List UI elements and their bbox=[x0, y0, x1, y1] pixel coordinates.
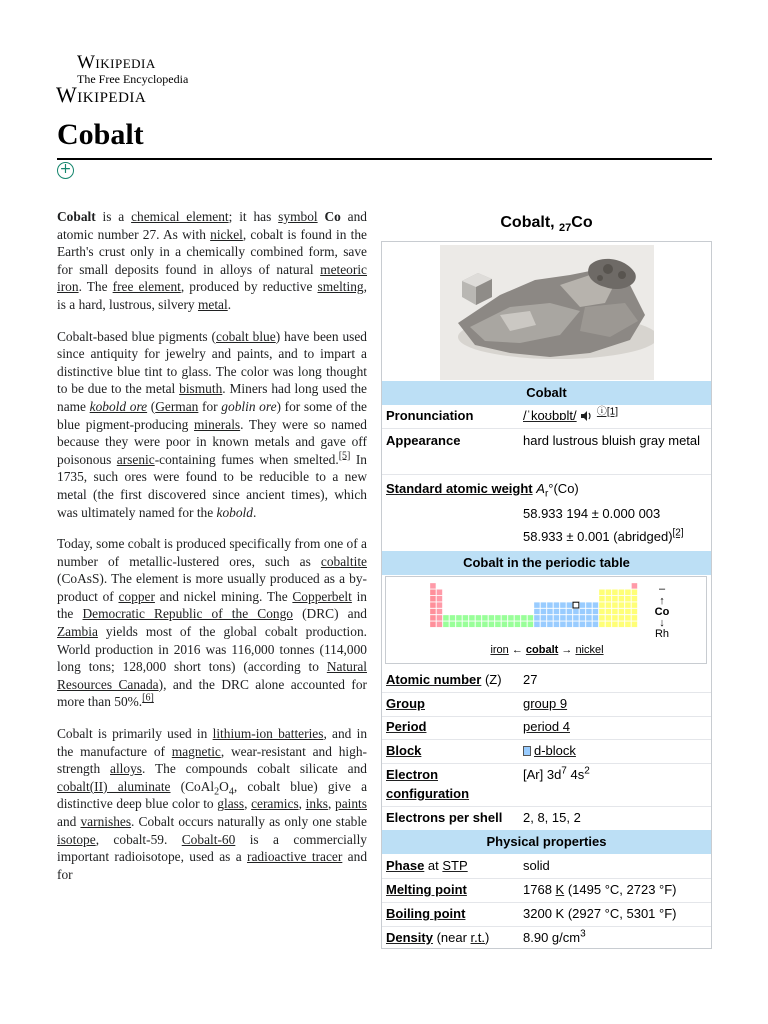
atomic-number-value: 27 bbox=[523, 672, 538, 687]
infobox bbox=[381, 241, 712, 949]
pt-cell[interactable] bbox=[573, 615, 579, 621]
pt-cell[interactable] bbox=[632, 609, 638, 615]
phase-label[interactable]: Phase at STP bbox=[386, 858, 468, 873]
pt-cell[interactable] bbox=[541, 615, 547, 621]
link-copperbelt[interactable]: Copperbelt bbox=[292, 588, 352, 604]
page-title: Cobalt bbox=[57, 118, 144, 151]
pt-cell[interactable] bbox=[437, 589, 443, 595]
block-value[interactable]: d-block bbox=[523, 741, 576, 760]
reference-5[interactable]: [5] bbox=[338, 450, 351, 462]
periodic-table-header: Cobalt in the periodic table bbox=[382, 551, 711, 575]
pt-cell[interactable] bbox=[580, 609, 586, 615]
pt-cell[interactable] bbox=[612, 602, 618, 608]
wikipedia-tagline: The Free Encyclopedia bbox=[77, 72, 189, 86]
pt-cell[interactable] bbox=[612, 609, 618, 615]
pt-cell[interactable] bbox=[619, 609, 625, 615]
pt-cell[interactable] bbox=[612, 615, 618, 621]
paragraph-3: Today, some cobalt is produced specifically from one of a number of metallic-lustered ores, such as cobaltite (CoAsS). The element is more usually produced as a by-product of copper and nickel mining. The Copperbelt in the Democratic Republic of the Congo (DRC) and Zambia yields most of the global cobalt production. World production in 2016 was 116,000 tonnes (114,000 long tons; 128,000 short tons) (according to Natural Resources Canada), and the DRC alone accounted for more than 50%.[6] bbox=[57, 536, 368, 710]
pt-cell[interactable] bbox=[586, 602, 592, 608]
reference-6[interactable]: [6] bbox=[142, 692, 154, 704]
pt-cell[interactable] bbox=[547, 602, 553, 608]
boiling-point-label[interactable]: Boiling point bbox=[386, 906, 466, 921]
pt-cell[interactable] bbox=[547, 609, 553, 615]
pt-cell[interactable] bbox=[599, 615, 605, 621]
pt-cell[interactable] bbox=[606, 602, 612, 608]
infobox-name-header: Cobalt bbox=[382, 381, 711, 405]
pt-cell[interactable] bbox=[619, 621, 625, 627]
pt-cell[interactable] bbox=[430, 596, 436, 602]
pt-cell-f-block[interactable] bbox=[463, 621, 469, 627]
link-inks[interactable]: inks bbox=[305, 796, 328, 812]
electrons-per-shell-value: 2, 8, 15, 2 bbox=[523, 810, 581, 825]
pt-cell[interactable] bbox=[554, 602, 560, 608]
pt-cell-f-block[interactable] bbox=[495, 615, 501, 621]
pt-link-iron[interactable]: iron bbox=[490, 644, 509, 656]
pt-cell[interactable] bbox=[606, 596, 612, 602]
appearance-value: hard lustrous bluish gray metal bbox=[523, 433, 701, 448]
pt-cell-f-block[interactable] bbox=[456, 615, 462, 621]
link-minerals[interactable]: minerals bbox=[194, 416, 241, 432]
pt-cell[interactable] bbox=[560, 621, 566, 627]
standard-atomic-weight-abridged: 58.933 ± 0.001 (abridged)[2] bbox=[523, 527, 684, 544]
link-cobalt-aluminate[interactable]: cobalt(II) aluminate bbox=[57, 778, 171, 794]
pt-cell[interactable] bbox=[586, 615, 592, 621]
pt-cell-f-block[interactable] bbox=[469, 621, 475, 627]
pt-cell[interactable] bbox=[560, 602, 566, 608]
row-divider bbox=[382, 692, 711, 693]
row-divider bbox=[382, 763, 711, 764]
pt-cell[interactable] bbox=[632, 589, 638, 595]
pt-cell[interactable] bbox=[580, 615, 586, 621]
pt-cell[interactable] bbox=[560, 609, 566, 615]
link-kobold-ore[interactable]: kobold ore bbox=[89, 398, 148, 414]
link-cobaltite[interactable]: cobaltite bbox=[320, 553, 367, 569]
pt-cell[interactable] bbox=[619, 602, 625, 608]
link-ceramics[interactable]: ceramics bbox=[251, 796, 299, 812]
article-body bbox=[57, 208, 367, 897]
pt-cell-f-block[interactable] bbox=[456, 621, 462, 627]
pt-symbol: Co bbox=[654, 606, 670, 618]
cobalt-sample-image[interactable] bbox=[440, 245, 654, 380]
periodic-table-nav: iron ← cobalt → nickel bbox=[490, 644, 604, 656]
pt-cell[interactable] bbox=[625, 589, 631, 595]
group-value[interactable]: group 9 bbox=[523, 696, 568, 711]
link-alloys[interactable]: alloys bbox=[110, 761, 143, 777]
pt-cell[interactable] bbox=[632, 621, 638, 627]
pt-cell[interactable] bbox=[430, 609, 436, 615]
pt-cell[interactable] bbox=[580, 621, 586, 627]
pt-cell-f-block[interactable] bbox=[515, 615, 521, 621]
pt-cell[interactable] bbox=[580, 602, 586, 608]
link-lithium-ion-batteries[interactable]: lithium-ion batteries bbox=[212, 726, 324, 742]
pt-cell[interactable] bbox=[586, 609, 592, 615]
paragraph-4: Cobalt is primarily used in lithium-ion batteries, and in the manufacture of magnetic, wear-resistant and high-strength alloys. The compounds cobalt silicate and cobalt(II) aluminate ($CoAl_2O_4$, cobalt blue) give a distinctive deep blue color to glass, ceramics, inks, paints and varnishes. Cobalt occurs naturally as only one stable isotope, cobalt-59. Cobalt-60 is a commercially important radioisotope, used as a radioactive tracer and for bbox=[57, 726, 368, 882]
electron-configuration-value: [Ar] $3d^7$ $4s^2$ bbox=[523, 765, 590, 782]
melting-point-value: 1768 K (1495 °C, 2723 °F) bbox=[523, 882, 677, 897]
pt-cell[interactable] bbox=[593, 602, 599, 608]
pt-cell[interactable] bbox=[534, 615, 540, 621]
row-divider bbox=[382, 739, 711, 740]
link-nickel[interactable]: nickel bbox=[210, 226, 243, 242]
pt-cell[interactable] bbox=[534, 621, 540, 627]
melting-point-label[interactable]: Melting point bbox=[386, 882, 467, 897]
pt-cell[interactable] bbox=[437, 615, 443, 621]
link-cobalt-blue[interactable]: cobalt blue bbox=[216, 328, 276, 344]
pt-below-element[interactable]: Rh bbox=[654, 628, 670, 640]
link-isotope[interactable]: isotope bbox=[57, 831, 96, 847]
link-copper[interactable]: copper bbox=[118, 588, 155, 604]
pt-cell-f-block[interactable] bbox=[489, 621, 495, 627]
pt-link-nickel[interactable]: nickel bbox=[575, 644, 604, 656]
pt-cell[interactable] bbox=[430, 621, 436, 627]
pt-cell[interactable] bbox=[606, 589, 612, 595]
pt-cell-f-block[interactable] bbox=[528, 615, 534, 621]
pt-cell-f-block[interactable] bbox=[443, 615, 449, 621]
pt-cell[interactable] bbox=[437, 621, 443, 627]
phase-value: solid bbox=[523, 858, 550, 873]
pt-cell-f-block[interactable] bbox=[450, 621, 456, 627]
pt-cell[interactable] bbox=[632, 583, 638, 589]
reference-1[interactable]: ⓘ[1] bbox=[596, 406, 619, 418]
link-chemical-element[interactable]: chemical element bbox=[131, 209, 229, 224]
link-cobalt-60[interactable]: Cobalt-60 bbox=[181, 831, 236, 847]
pt-cell[interactable] bbox=[541, 602, 547, 608]
pt-cell[interactable] bbox=[547, 615, 553, 621]
period-value[interactable]: period 4 bbox=[523, 719, 570, 734]
pt-cell-f-block[interactable] bbox=[476, 615, 482, 621]
pt-cell-f-block[interactable] bbox=[489, 615, 495, 621]
link-bismuth[interactable]: bismuth bbox=[179, 381, 223, 397]
pt-cell[interactable] bbox=[573, 609, 579, 615]
pronunciation-label: Pronunciation bbox=[386, 408, 474, 423]
pt-cell-f-block[interactable] bbox=[443, 621, 449, 627]
row-divider bbox=[382, 474, 711, 475]
title-divider bbox=[57, 158, 712, 160]
pt-cell-f-block[interactable] bbox=[495, 621, 501, 627]
pt-above-element: – bbox=[658, 583, 666, 595]
pt-cell-f-block[interactable] bbox=[482, 615, 488, 621]
pt-cell[interactable] bbox=[554, 621, 560, 627]
periodic-table-box bbox=[385, 576, 707, 664]
row-divider bbox=[382, 902, 711, 903]
period-label[interactable]: Period bbox=[386, 719, 427, 734]
wikipedia-wordmark: Wikipedia bbox=[77, 52, 156, 73]
link-drc[interactable]: Democratic Republic of the Congo bbox=[82, 606, 293, 622]
link-radioactive-tracer[interactable]: radioactive tracer bbox=[247, 849, 343, 865]
density-value: 8.90 $g/cm^3$ bbox=[523, 928, 586, 945]
pt-cell[interactable] bbox=[437, 609, 443, 615]
link-paints[interactable]: paints bbox=[335, 796, 367, 812]
pt-cell[interactable] bbox=[534, 609, 540, 615]
pt-cell[interactable] bbox=[437, 602, 443, 608]
pt-cell-f-block[interactable] bbox=[502, 621, 508, 627]
pt-cell[interactable] bbox=[632, 615, 638, 621]
pt-cell[interactable] bbox=[619, 589, 625, 595]
plus-circle-icon[interactable]: + bbox=[57, 162, 74, 179]
pt-cell[interactable] bbox=[567, 615, 573, 621]
link-symbol[interactable]: symbol bbox=[278, 209, 318, 224]
appearance-label: Appearance bbox=[386, 433, 461, 448]
pt-cell[interactable] bbox=[632, 602, 638, 608]
pt-cell-f-block[interactable] bbox=[469, 615, 475, 621]
pt-cell[interactable] bbox=[612, 589, 618, 595]
pt-cell[interactable] bbox=[606, 609, 612, 615]
pt-cell[interactable] bbox=[547, 621, 553, 627]
pt-cell-cobalt[interactable] bbox=[573, 602, 579, 608]
standard-atomic-weight-value: 58.933 194 ± 0.000 003 bbox=[523, 506, 661, 521]
pt-cell[interactable] bbox=[625, 609, 631, 615]
boiling-point-value: 3200 K (2927 °C, 5301 °F) bbox=[523, 906, 677, 921]
bold-symbol: Co bbox=[324, 209, 341, 224]
pt-cell-f-block[interactable] bbox=[450, 615, 456, 621]
pt-cell[interactable] bbox=[593, 609, 599, 615]
pt-cell[interactable] bbox=[567, 602, 573, 608]
row-divider bbox=[382, 428, 711, 429]
pt-cell[interactable] bbox=[599, 596, 605, 602]
pt-cell[interactable] bbox=[612, 621, 618, 627]
link-glass[interactable]: glass bbox=[217, 796, 245, 812]
pt-cell[interactable] bbox=[554, 615, 560, 621]
pt-cell[interactable] bbox=[593, 621, 599, 627]
pt-cell[interactable] bbox=[606, 621, 612, 627]
pt-cell[interactable] bbox=[599, 609, 605, 615]
pt-cell-f-block[interactable] bbox=[508, 621, 514, 627]
link-magnetic[interactable]: magnetic bbox=[171, 743, 221, 759]
pt-cell[interactable] bbox=[599, 621, 605, 627]
pt-cell[interactable] bbox=[593, 615, 599, 621]
pt-cell-f-block[interactable] bbox=[502, 615, 508, 621]
block-label[interactable]: Block bbox=[386, 743, 422, 758]
paragraph-2: Cobalt-based blue pigments (cobalt blue) have been used since antiquity for jewelry and paints, and to impart a distinctive blue tint to glass. The color was long thought to be due to the metal bismuth. Miners had long used the name kobold ore (German for goblin ore) for some of the blue pigment-producing minerals. They were so named because they were poor in known metals and gave off poisonous arsenic-containing fumes when smelted.[5] In 1735, such ores were found to be reducible to a new metal (the first discovered since ancient times), which was ultimately named for the kobold. bbox=[57, 328, 367, 520]
d-block-swatch-icon bbox=[523, 746, 531, 756]
pt-cell[interactable] bbox=[625, 621, 631, 627]
pt-cell-f-block[interactable] bbox=[521, 615, 527, 621]
pt-cell[interactable] bbox=[599, 602, 605, 608]
pt-cell[interactable] bbox=[430, 583, 436, 589]
link-arsenic[interactable]: arsenic bbox=[116, 451, 155, 467]
pt-down-arrow-icon: ↓ bbox=[659, 617, 665, 629]
physical-properties-header: Physical properties bbox=[382, 830, 711, 854]
pt-cell[interactable] bbox=[625, 615, 631, 621]
electrons-per-shell-label: Electrons per shell bbox=[386, 810, 503, 825]
bold-term: Cobalt bbox=[57, 209, 96, 224]
electron-configuration-label[interactable]: Electron configuration bbox=[386, 767, 470, 801]
pt-cell-f-block[interactable] bbox=[515, 621, 521, 627]
link-meteoric-iron[interactable]: meteoric iron bbox=[57, 261, 367, 295]
link-varnishes[interactable]: varnishes bbox=[80, 814, 132, 829]
group-label[interactable]: Group bbox=[386, 696, 425, 711]
pt-cell[interactable] bbox=[599, 589, 605, 595]
pt-cell[interactable] bbox=[430, 589, 436, 595]
periodic-table-graphic[interactable] bbox=[430, 583, 670, 649]
link-smelting[interactable]: smelting bbox=[317, 279, 364, 295]
pt-current-cobalt: cobalt bbox=[525, 644, 559, 656]
pt-cell[interactable] bbox=[567, 609, 573, 615]
pt-cell[interactable] bbox=[619, 615, 625, 621]
pt-cell[interactable] bbox=[430, 602, 436, 608]
pt-up-arrow-icon: ↑ bbox=[659, 595, 665, 607]
wikipedia-wordmark-secondary[interactable]: Wikipedia bbox=[56, 82, 147, 107]
link-natural-resources-canada[interactable]: Natural Resources Canada bbox=[57, 659, 367, 692]
pt-cell[interactable] bbox=[560, 615, 566, 621]
link-zambia[interactable]: Zambia bbox=[57, 624, 98, 640]
pt-cell-f-block[interactable] bbox=[528, 621, 534, 627]
standard-atomic-weight-label[interactable]: Standard atomic weight $A_r^\circ(Co)$ bbox=[386, 481, 579, 500]
link-german[interactable]: German bbox=[155, 398, 199, 414]
pt-cell[interactable] bbox=[625, 602, 631, 608]
row-divider bbox=[382, 878, 711, 879]
pt-cell[interactable] bbox=[573, 621, 579, 627]
pt-cell[interactable] bbox=[612, 596, 618, 602]
infobox-caption: Cobalt, $_{27}$Co bbox=[500, 214, 593, 235]
reference-2[interactable]: [2] bbox=[672, 527, 684, 539]
atomic-number-label[interactable]: Atomic number (Z) bbox=[386, 672, 502, 687]
speaker-icon[interactable] bbox=[580, 408, 593, 427]
link-free-element[interactable]: free element bbox=[112, 279, 181, 295]
pt-cell[interactable] bbox=[430, 615, 436, 621]
density-label[interactable]: Density (near r.t.) bbox=[386, 930, 490, 945]
link-metal[interactable]: metal bbox=[197, 296, 228, 312]
pt-cell-f-block[interactable] bbox=[482, 621, 488, 627]
pronunciation-ipa-link[interactable]: /ˈkoʊbɒlt/ bbox=[523, 408, 577, 423]
pt-cell[interactable] bbox=[606, 615, 612, 621]
row-divider bbox=[382, 926, 711, 927]
row-divider bbox=[382, 806, 711, 807]
pt-cell[interactable] bbox=[541, 609, 547, 615]
pt-cell-f-block[interactable] bbox=[521, 621, 527, 627]
paragraph-1: Cobalt is a chemical element; it has symbol Co and atomic number 27. As with nickel, cobalt is found in the Earth's crust only in a chemically combined form, save for small deposits found in alloys of natural meteoric iron. The free element, produced by reductive smelting, is a hard, lustrous, silvery metal. bbox=[57, 209, 367, 312]
pt-cell[interactable] bbox=[586, 621, 592, 627]
pt-cell[interactable] bbox=[567, 621, 573, 627]
pt-cell[interactable] bbox=[534, 602, 540, 608]
pt-cell[interactable] bbox=[619, 596, 625, 602]
pt-cell[interactable] bbox=[554, 609, 560, 615]
pt-cell-f-block[interactable] bbox=[508, 615, 514, 621]
pt-cell[interactable] bbox=[625, 596, 631, 602]
pt-cell[interactable] bbox=[632, 596, 638, 602]
pronunciation-value bbox=[523, 406, 618, 427]
pt-cell[interactable] bbox=[541, 621, 547, 627]
pt-cell-f-block[interactable] bbox=[476, 621, 482, 627]
pt-cell[interactable] bbox=[437, 596, 443, 602]
pt-cell-f-block[interactable] bbox=[463, 615, 469, 621]
